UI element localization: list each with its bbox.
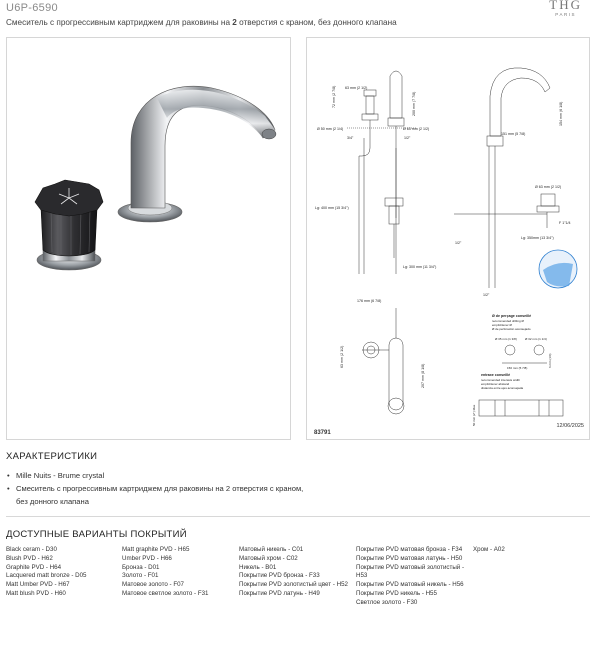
finish-item: Graphite PVD - H64	[6, 563, 62, 571]
dim-63b: Ø 63 mm (2 1/2)	[403, 127, 430, 131]
dim-max: 50 mm (2") Max	[472, 404, 476, 426]
finish-item: Matt Umber PVD - H67	[6, 581, 70, 589]
drawing-date: 12/06/2025	[556, 423, 584, 429]
finish-item: Покрытие PVD латунь - H49	[239, 589, 320, 597]
dim-176: 176 mm (6 7/8)	[357, 299, 382, 303]
finishes-heading: ДОСТУПНЫЕ ВАРИАНТЫ ПОКРЫТИЙ	[6, 529, 187, 540]
finish-item: Matt graphite PVD - H65	[122, 546, 190, 553]
logo-sub: PARIS	[555, 12, 576, 17]
finishes-column	[6, 546, 118, 599]
finish-item: Матовое золото - F07	[122, 581, 184, 589]
dim-12b: 1/2"	[455, 241, 462, 245]
drill-title: Ø de perçage conseillé	[492, 314, 532, 318]
logo-mark: THG	[549, 0, 582, 12]
finish-item: Никель - B01	[239, 563, 277, 571]
dim-12a: 1/2"	[404, 136, 411, 140]
dim-151: 151 mm (5 7/8)	[501, 132, 526, 136]
list-item: • Смеситель с прогрессивным картриджем для раковины на 2 отверстия с краном, без донного клапана	[6, 482, 306, 508]
finish-item: Хром - A02	[473, 546, 505, 553]
finish-item: Lacquered matt bronze - D05	[6, 572, 87, 580]
dim-154: 154 mm (6 1/8)	[559, 101, 563, 126]
product-subtitle	[6, 18, 397, 27]
finish-item: Black ceram - D30	[6, 546, 57, 553]
spacing-it: distancia entre ejes aconsejada	[481, 386, 524, 390]
brand-logo	[549, 0, 582, 17]
finish-item: Umber PVD - H66	[122, 554, 172, 562]
spacing-title: entraxe conseillé	[481, 373, 511, 377]
product-code: U6P-6590	[6, 2, 58, 14]
section-divider	[6, 516, 590, 517]
technical-drawing	[307, 38, 589, 439]
lg-400: Lg: 400 mm (15 3/4")	[315, 206, 349, 210]
finish-item: Blush PVD - H62	[6, 554, 53, 562]
finishes-column	[122, 546, 234, 599]
finish-item: Покрытие PVD матовая латунь - H50	[356, 554, 463, 562]
finish-item: Покрытие PVD никель - H55	[356, 589, 437, 597]
dim-50: Ø 50 mm (2 1/4)	[317, 127, 344, 131]
dim-63a: 63 mm (2 1/2)	[345, 86, 368, 90]
subtitle-part: отверстия с краном, без донного клапана	[236, 18, 397, 27]
lg-350: Lg: 350mm (13 3/4")	[521, 236, 554, 240]
fitting-114: F 1"1/4	[559, 221, 571, 225]
characteristics-list	[6, 469, 306, 508]
finishes-column	[356, 546, 468, 608]
characteristics-heading: ХАРАКТЕРИСТИКИ	[6, 451, 98, 462]
spacing-de: empfohlener abstand	[481, 382, 510, 386]
finish-item: Покрытие PVD золотистый цвет - H52	[239, 581, 348, 589]
finish-item: Покрытие PVD матовый золотистый - H53	[356, 563, 465, 580]
dim-200: 200 mm (7 7/8)	[412, 91, 416, 116]
dim-207: 207 mm (8 1/8)	[421, 363, 425, 388]
dim-63d: 63 mm (2 1/2)	[340, 345, 344, 368]
finish-item: Матовое светлое золото - F31	[122, 589, 209, 597]
finishes-column	[473, 546, 585, 555]
spacing-en: recommended interaxis width	[481, 378, 521, 382]
finish-item: Бронза - D01	[122, 563, 160, 571]
dim-35a: Ø 35 mm (1 3/8)	[495, 337, 517, 341]
dim-150: 150 mm (5 7/8)	[507, 366, 528, 370]
finish-item: Золото - F01	[122, 572, 159, 580]
dim-12c: 1/2"	[483, 293, 490, 297]
finish-item: Покрытие PVD матовая бронза - F34	[356, 546, 463, 553]
drill-it: Ø de perforación aconsejado	[492, 327, 531, 331]
finish-item: Светлое золото - F30	[356, 598, 418, 606]
list-item: • Mille Nuits - Brume crystal	[6, 469, 306, 482]
finishes-column	[239, 546, 351, 599]
finish-item: Matt blush PVD - H60	[6, 589, 66, 597]
dim-63c: Ø 63 mm (2 1/2)	[535, 185, 562, 189]
drill-en: recommended drilling Ø	[492, 319, 524, 323]
technical-drawing-panel	[306, 37, 590, 440]
faucet-illustration	[7, 38, 290, 439]
finish-item: Матовый хром - C02	[239, 554, 298, 562]
finish-item: Покрытие PVD бронза - F33	[239, 572, 320, 580]
subtitle-part: Смеситель с прогрессивным картриджем для раковины на	[6, 18, 233, 27]
dim-6: 6 mm (1/4)	[548, 353, 552, 368]
lg-300: Lg: 300 mm (11 3/4")	[403, 265, 437, 269]
dim-72: 72 mm (2 7/8)	[332, 85, 336, 108]
dim-34: 3/4"	[347, 136, 354, 140]
finish-item: Покрытие PVD матовый никель - H56	[356, 581, 464, 589]
drill-de: empfohlener Ø	[492, 323, 512, 327]
finish-item: Матовый никель - C01	[239, 546, 304, 553]
product-image-panel	[6, 37, 291, 440]
subtitle-bold: 2	[232, 18, 237, 27]
dim-32a: Ø 32 mm (1 1/4)	[525, 337, 547, 341]
drawing-code: 83791	[314, 430, 331, 436]
